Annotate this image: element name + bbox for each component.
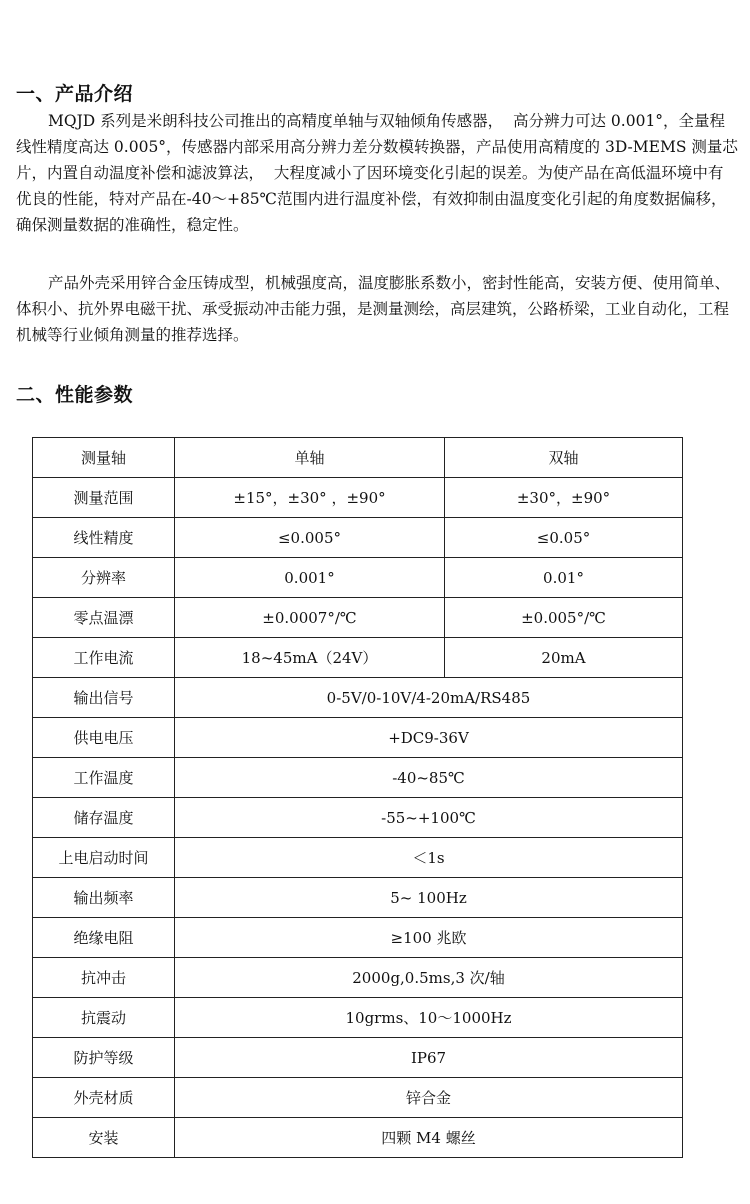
row-value: +DC9-36V <box>175 718 683 758</box>
dual-axis-value: ≤0.05° <box>445 518 683 558</box>
row-label: 工作电流 <box>33 638 175 678</box>
row-value: -40~85℃ <box>175 758 683 798</box>
dual-axis-value: ±0.005°/℃ <box>445 598 683 638</box>
table-row <box>33 598 683 638</box>
single-axis-value: ±15°，±30° ，±90° <box>175 478 445 518</box>
row-value: IP67 <box>175 1038 683 1078</box>
row-label: 测量范围 <box>33 478 175 518</box>
dual-axis-value: 0.01° <box>445 558 683 598</box>
table-row <box>33 1118 683 1158</box>
row-label: 输出信号 <box>33 678 175 718</box>
table-row <box>33 1078 683 1118</box>
single-axis-value: 18~45mA（24V） <box>175 638 445 678</box>
row-value: -55~+100℃ <box>175 798 683 838</box>
single-axis-value: ±0.0007°/℃ <box>175 598 445 638</box>
dual-axis-value: ±30°，±90° <box>445 478 683 518</box>
row-label: 线性精度 <box>33 518 175 558</box>
row-label: 零点温漂 <box>33 598 175 638</box>
table-row <box>33 678 683 718</box>
table-row <box>33 558 683 598</box>
table-row <box>33 878 683 918</box>
table-row <box>33 518 683 558</box>
table-row <box>33 718 683 758</box>
row-label: 抗震动 <box>33 998 175 1038</box>
table-row <box>33 838 683 878</box>
row-label: 储存温度 <box>33 798 175 838</box>
table-row <box>33 958 683 998</box>
row-value: 四颗 M4 螺丝 <box>175 1118 683 1158</box>
row-value: ≥100 兆欧 <box>175 918 683 958</box>
table-row <box>33 798 683 838</box>
spec-table <box>32 437 683 1158</box>
row-label: 工作温度 <box>33 758 175 798</box>
row-label: 防护等级 <box>33 1038 175 1078</box>
single-axis-value: 0.001° <box>175 558 445 598</box>
table-row <box>33 998 683 1038</box>
row-label: 绝缘电阻 <box>33 918 175 958</box>
row-label: 上电启动时间 <box>33 838 175 878</box>
header-cell-axis: 测量轴 <box>33 438 175 478</box>
dual-axis-value: 20mA <box>445 638 683 678</box>
table-row <box>33 478 683 518</box>
row-label: 供电电压 <box>33 718 175 758</box>
table-row <box>33 758 683 798</box>
intro-paragraph-2: 产品外壳采用锌合金压铸成型，机械强度高，温度膨胀系数小，密封性能高，安装方便、使用简单、体积小、抗外界电磁干扰、承受振动冲击能力强，是测量测绘，高层建筑，公路桥梁，工业自动化，工程机械等行业倾角测量的推荐选择。 <box>16 274 731 344</box>
row-label: 输出频率 <box>33 878 175 918</box>
header-cell-single-axis: 单轴 <box>175 438 445 478</box>
row-value: 2000g,0.5ms,3 次/轴 <box>175 958 683 998</box>
single-axis-value: ≤0.005° <box>175 518 445 558</box>
header-cell-dual-axis: 双轴 <box>445 438 683 478</box>
table-row <box>33 1038 683 1078</box>
row-label: 分辨率 <box>33 558 175 598</box>
intro-paragraph-1: MQJD 系列是米朗科技公司推出的高精度单轴与双轴倾角传感器， 高分辨力可达 0.001°，全量程线性精度高达 0.005°，传感器内部采用高分辨力差分数模转换器，产品使用高精度的 3D-MEMS 测量芯片，内置自动温度补偿和滤波算法， 大程度减小了因环境变化引起的误差。为使产品在高低温环境中有优良的性能，特对产品在-40～+85℃范围内进行温度补偿，有效抑制由温度变化引起的角度数据偏移，确保测量数据的准确性，稳定性。 <box>16 112 738 234</box>
row-label: 抗冲击 <box>33 958 175 998</box>
table-header-row <box>33 438 683 478</box>
section-title-product-intro: 一、产品介绍 <box>16 83 134 105</box>
row-label: 外壳材质 <box>33 1078 175 1118</box>
table-row <box>33 918 683 958</box>
section-title-specs: 二、性能参数 <box>16 384 134 406</box>
row-label: 安装 <box>33 1118 175 1158</box>
row-value: 0-5V/0-10V/4-20mA/RS485 <box>175 678 683 718</box>
table-row <box>33 638 683 678</box>
row-value: 锌合金 <box>175 1078 683 1118</box>
row-value: ＜1s <box>175 838 683 878</box>
row-value: 5~ 100Hz <box>175 878 683 918</box>
row-value: 10grms、10～1000Hz <box>175 998 683 1038</box>
